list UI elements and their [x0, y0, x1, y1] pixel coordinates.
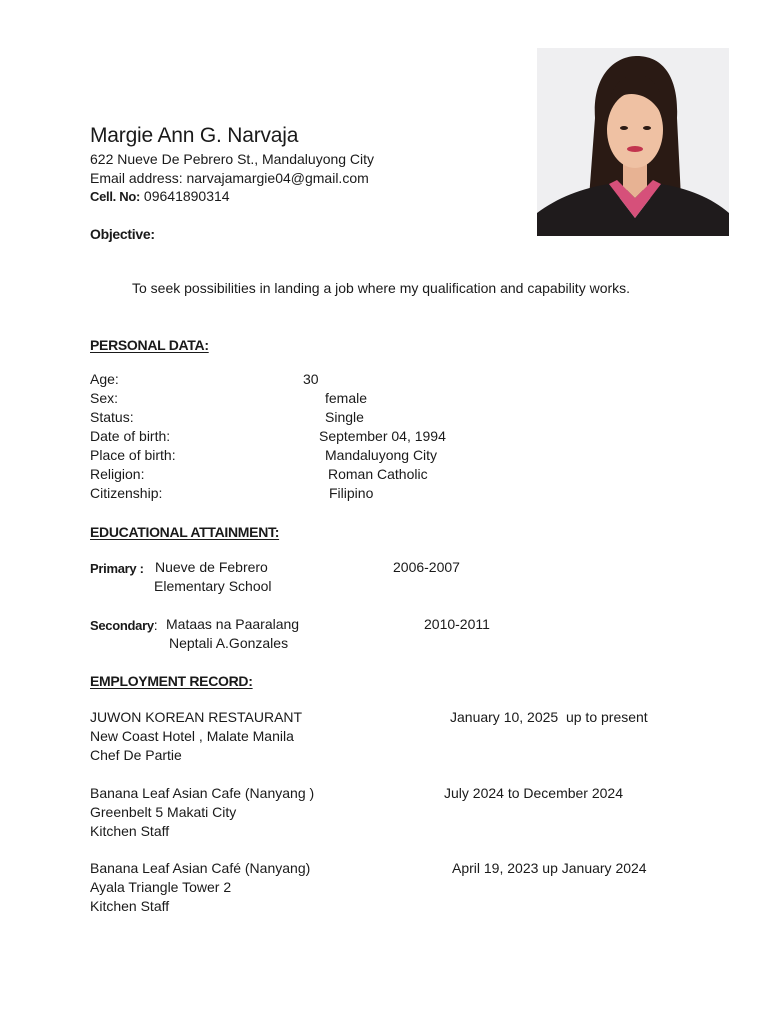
citizenship-label: Citizenship: — [90, 485, 163, 501]
cell-label: Cell. No: — [90, 189, 141, 204]
age-label: Age: — [90, 371, 119, 387]
secondary-years: 2010-2011 — [424, 616, 490, 632]
citizenship-value: Filipino — [329, 485, 374, 501]
job-3-position: Kitchen Staff — [90, 898, 170, 914]
status-label: Status: — [90, 409, 134, 425]
pob-value: Mandaluyong City — [325, 447, 438, 463]
job-3-dates: April 19, 2023 up January 2024 — [452, 860, 647, 876]
secondary-school-line1: Mataas na Paaralang — [166, 616, 300, 632]
dob-label: Date of birth: — [90, 428, 171, 444]
secondary-colon: : — [153, 617, 158, 633]
job-2-location: Greenbelt 5 Makati City — [90, 804, 237, 820]
religion-label: Religion: — [90, 466, 145, 482]
pob-label: Place of birth: — [90, 447, 176, 463]
job-2-employer: Banana Leaf Asian Cafe (Nanyang ) — [90, 785, 315, 801]
job-3-employer: Banana Leaf Asian Café (Nanyang) — [90, 860, 311, 876]
primary-years: 2006-2007 — [393, 559, 460, 575]
job-1-dates: January 10, 2025 up to present — [450, 709, 648, 725]
dob-value: September 04, 1994 — [319, 428, 446, 444]
primary-school-line2: Elementary School — [154, 578, 272, 594]
job-1-position: Chef De Partie — [90, 747, 182, 763]
primary-label: Primary : — [90, 561, 144, 576]
age-value: 30 — [303, 371, 319, 387]
objective-text: To seek possibilities in landing a job where my qualification and capability works. — [132, 280, 631, 296]
cell-line — [90, 187, 230, 206]
sex-value: female — [325, 390, 368, 406]
secondary-label-row — [90, 616, 158, 635]
religion-value: Roman Catholic — [328, 466, 428, 482]
applicant-name: Margie Ann G. Narvaja — [90, 124, 299, 147]
address: 622 Nueve De Pebrero St., Mandaluyong City — [90, 151, 375, 167]
job-2-dates: July 2024 to December 2024 — [444, 785, 623, 801]
job-1-employer: JUWON KOREAN RESTAURANT — [90, 709, 303, 725]
personal-data-heading: PERSONAL DATA: — [90, 337, 209, 353]
cell-number: 09641890314 — [143, 188, 230, 204]
employment-heading: EMPLOYMENT RECORD: — [90, 673, 253, 689]
job-2-position: Kitchen Staff — [90, 823, 170, 839]
email-line: Email address: narvajamargie04@gmail.com — [90, 170, 369, 186]
education-heading: EDUCATIONAL ATTAINMENT: — [90, 524, 280, 540]
objective-heading: Objective: — [90, 226, 155, 242]
job-1-location: New Coast Hotel , Malate Manila — [90, 728, 294, 744]
job-3-location: Ayala Triangle Tower 2 — [90, 879, 232, 895]
secondary-label: Secondary — [90, 618, 154, 633]
status-value: Single — [325, 409, 364, 425]
secondary-school-line2: Neptali A.Gonzales — [169, 635, 289, 651]
primary-school-line1: Nueve de Febrero — [155, 559, 268, 575]
sex-label: Sex: — [90, 390, 119, 406]
applicant-photo — [537, 48, 729, 236]
